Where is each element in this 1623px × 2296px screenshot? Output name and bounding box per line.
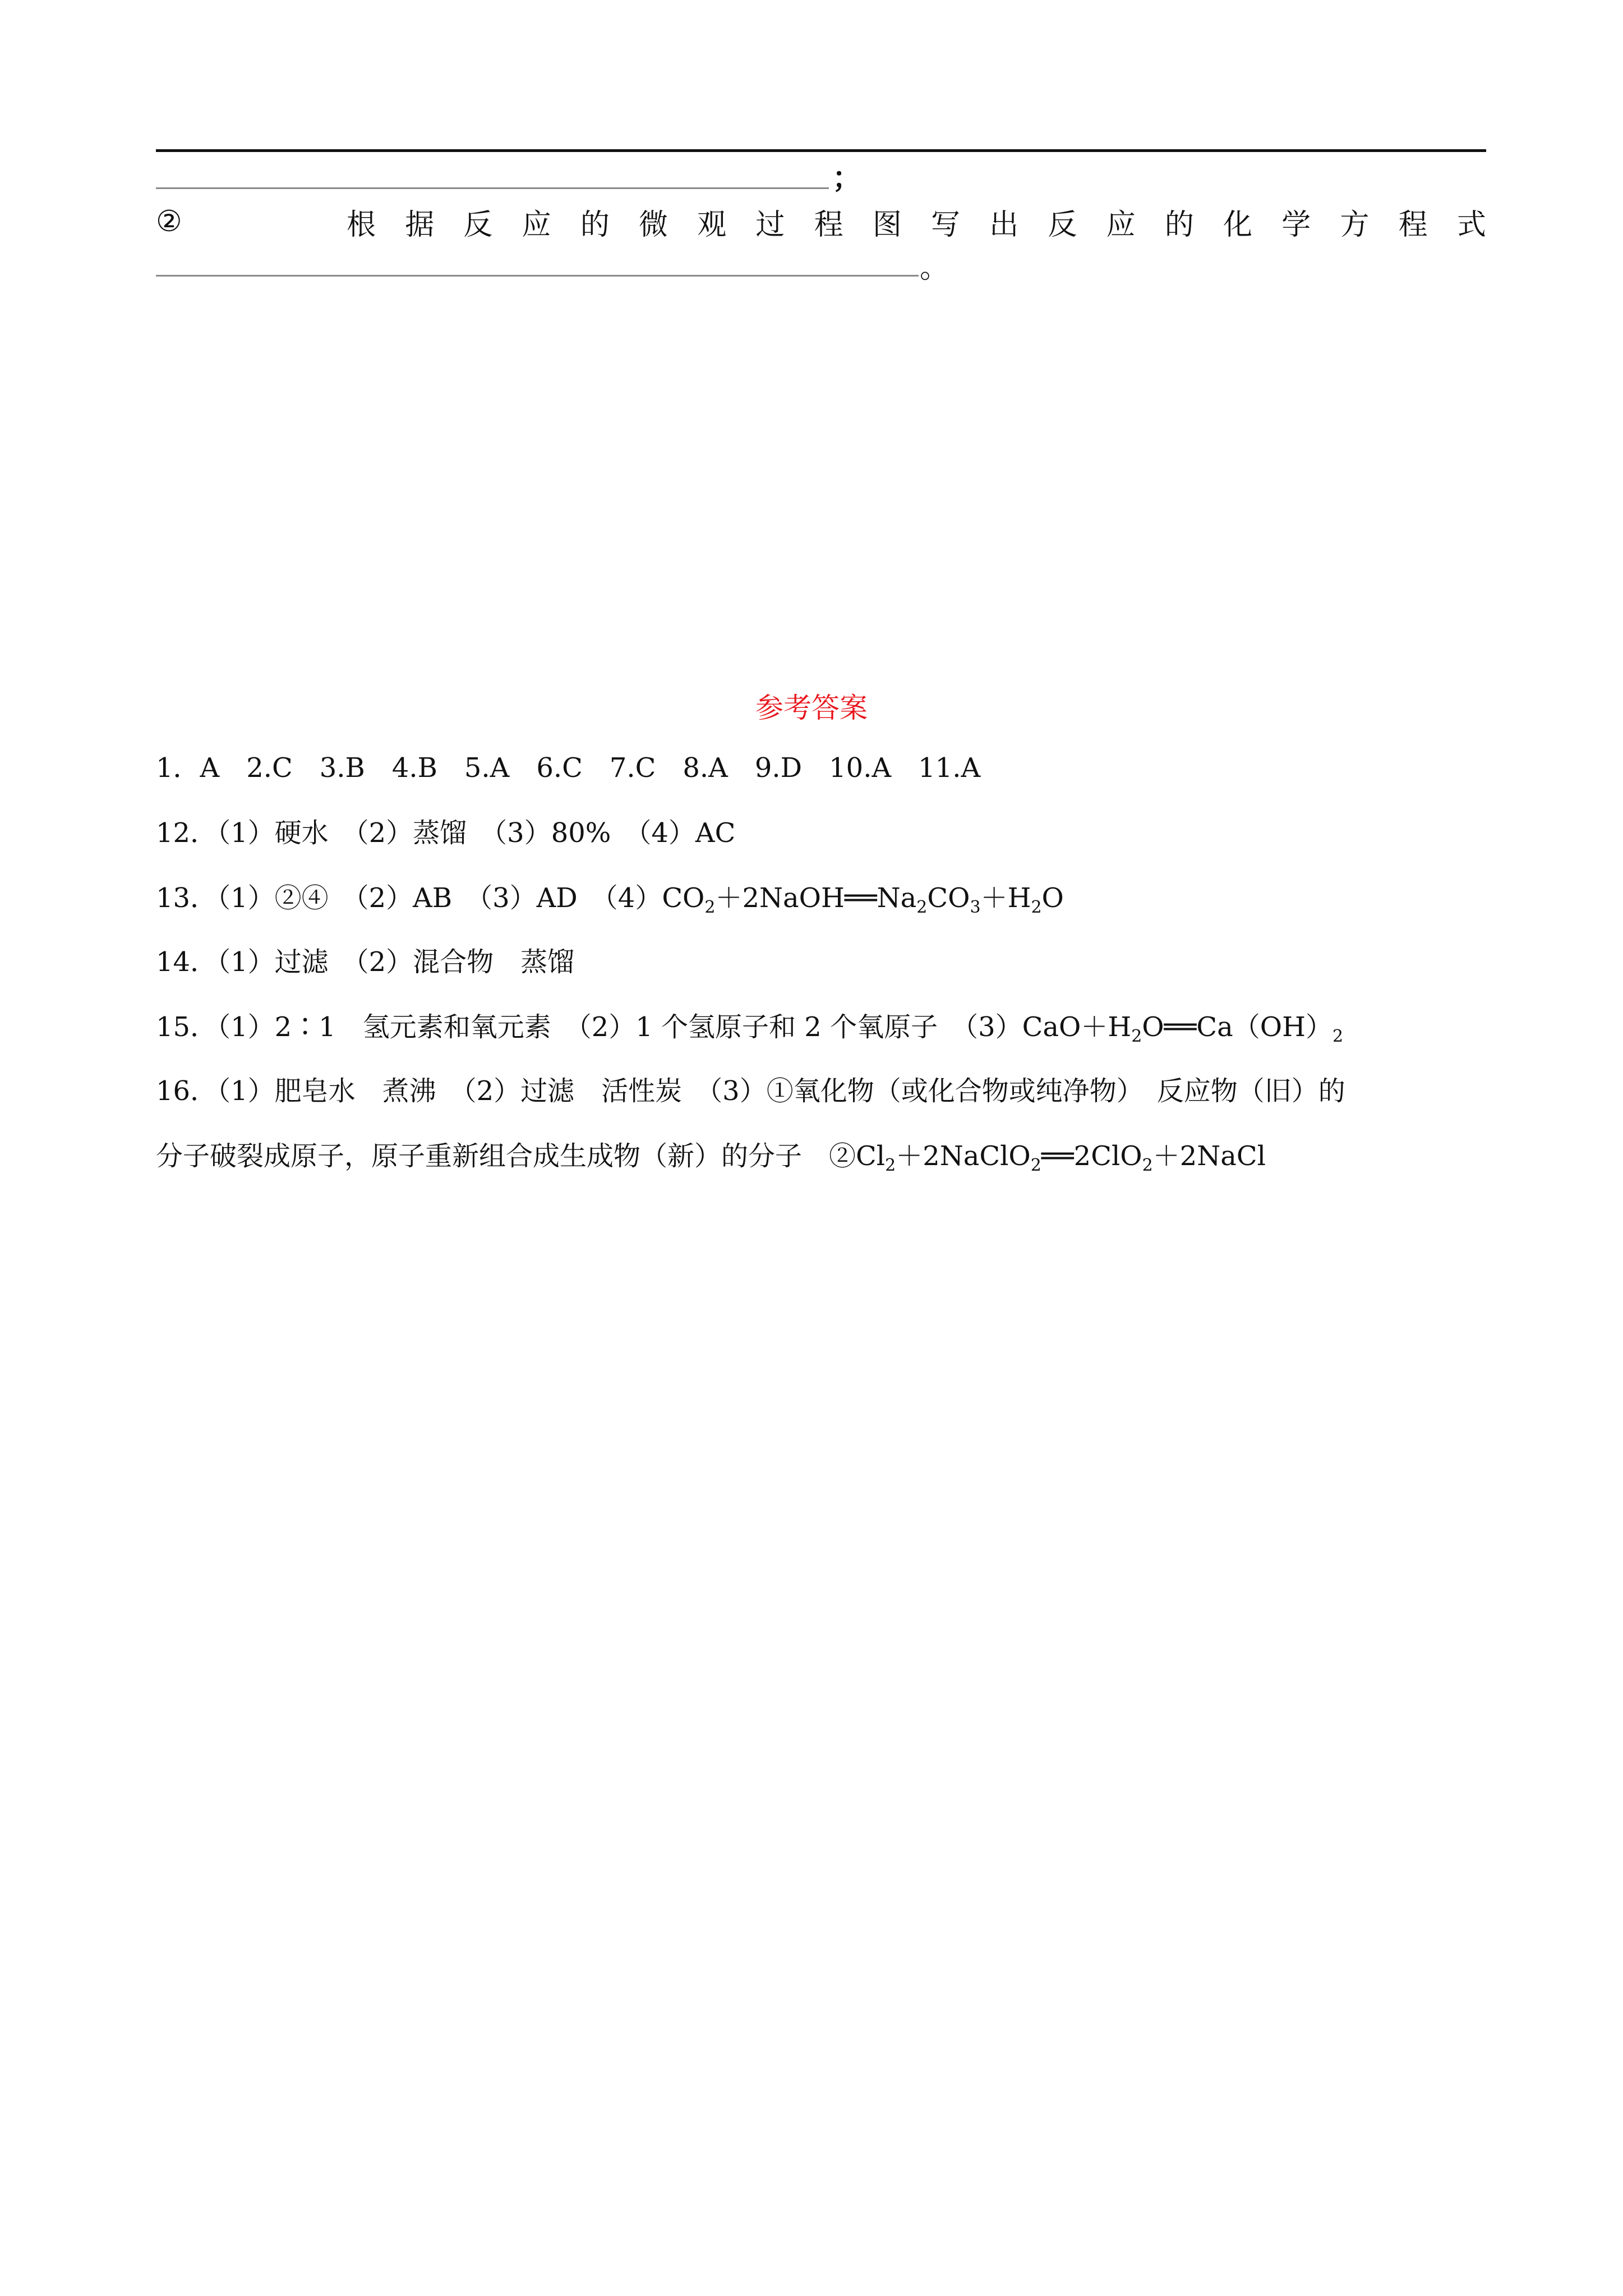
q2-prompt-char: 观 (697, 208, 727, 242)
q2-prompt-char: 根 (347, 208, 376, 242)
q2-prompt-char: 写 (931, 208, 961, 242)
answer-13-text: ＋2NaOH══Na (715, 882, 917, 914)
q2-prompt-char: 反 (463, 208, 493, 242)
answer-line-6: 16．（1）肥皂水 煮沸 （2）过滤 活性炭 （3）①氧化物（或化合物或纯净物） 反应物（旧）的 (156, 1075, 1345, 1107)
q2-prompt-char: 学 (1281, 208, 1311, 242)
answer-13-text: ＋H (980, 882, 1031, 914)
answer-16-text: ＋2NaCl (1152, 1140, 1266, 1172)
q2-prompt-char: 微 (639, 208, 668, 242)
q2-prompt-char: 式 (1456, 208, 1486, 242)
q2-prompt-char: 应 (1106, 208, 1136, 242)
subscript: 2 (1031, 898, 1042, 917)
answer-16-text: ══2ClO (1041, 1140, 1142, 1172)
subscript: 2 (704, 898, 716, 917)
subscript: 2 (916, 898, 928, 917)
subscript: 2 (1142, 1156, 1153, 1175)
answers-title: 参考答案 (755, 692, 868, 724)
q2-prompt-char: 程 (1398, 208, 1428, 242)
q2-prompt-char: 据 (405, 208, 435, 242)
q2-marker: ② (156, 205, 182, 238)
answer-15-text: 15．（1）2∶1 氢元素和氧元素 （2）1 个氢原子和 2 个氧原子 （3）CaO＋H (156, 1011, 1132, 1043)
answer-line-1: 1．A 2.C 3.B 4.B 5.A 6.C 7.C 8.A 9.D 10.A 11.A (156, 752, 981, 784)
answer-16-text: 分子破裂成原子，原子重新组合成生成物（新）的分子 ②Cl (156, 1140, 886, 1172)
answer-line-4: 14．（1）过滤 （2）混合物 蒸馏 (156, 946, 575, 978)
subscript: 2 (885, 1156, 896, 1175)
q2-prompt-char: 图 (872, 208, 902, 242)
q2-prompt-char: 程 (814, 208, 843, 242)
answer-line-7 (156, 1138, 1486, 1175)
answer-13-text: CO (927, 882, 970, 914)
q2-prompt-char: 应 (522, 208, 551, 242)
semicolon: ； (832, 161, 862, 195)
answer-15-text: O══Ca（OH） (1142, 1011, 1332, 1043)
question-2-prompt (156, 203, 1486, 240)
answer-line-3 (156, 880, 1486, 917)
answer-blank-2 (156, 275, 919, 277)
answer-16-text: ＋2NaClO (896, 1140, 1031, 1172)
q2-prompt-char: 出 (989, 208, 1019, 242)
q2-prompt-char: 的 (580, 208, 610, 242)
answer-13-text: O (1041, 882, 1064, 914)
q2-prompt-text (347, 203, 1486, 240)
q2-prompt-char: 方 (1340, 208, 1370, 242)
subscript: 2 (1030, 1156, 1041, 1175)
top-rule (156, 149, 1486, 152)
q2-prompt-char: 的 (1164, 208, 1194, 242)
subscript: 2 (1131, 1027, 1142, 1046)
q2-prompt-char: 过 (755, 208, 785, 242)
answer-line-5 (156, 1009, 1486, 1046)
answer-13-text: 13．（1）②④ （2）AB （3）AD （4）CO (156, 882, 705, 914)
answer-line-2: 12．（1）硬水 （2）蒸馏 （3）80% （4）AC (156, 817, 736, 849)
subscript: 3 (970, 898, 981, 917)
subscript: 2 (1332, 1027, 1344, 1046)
q2-prompt-char: 化 (1223, 208, 1253, 242)
answer-blank-1 (156, 187, 829, 189)
q2-prompt-char: 反 (1048, 208, 1077, 242)
period: 。 (920, 251, 949, 285)
